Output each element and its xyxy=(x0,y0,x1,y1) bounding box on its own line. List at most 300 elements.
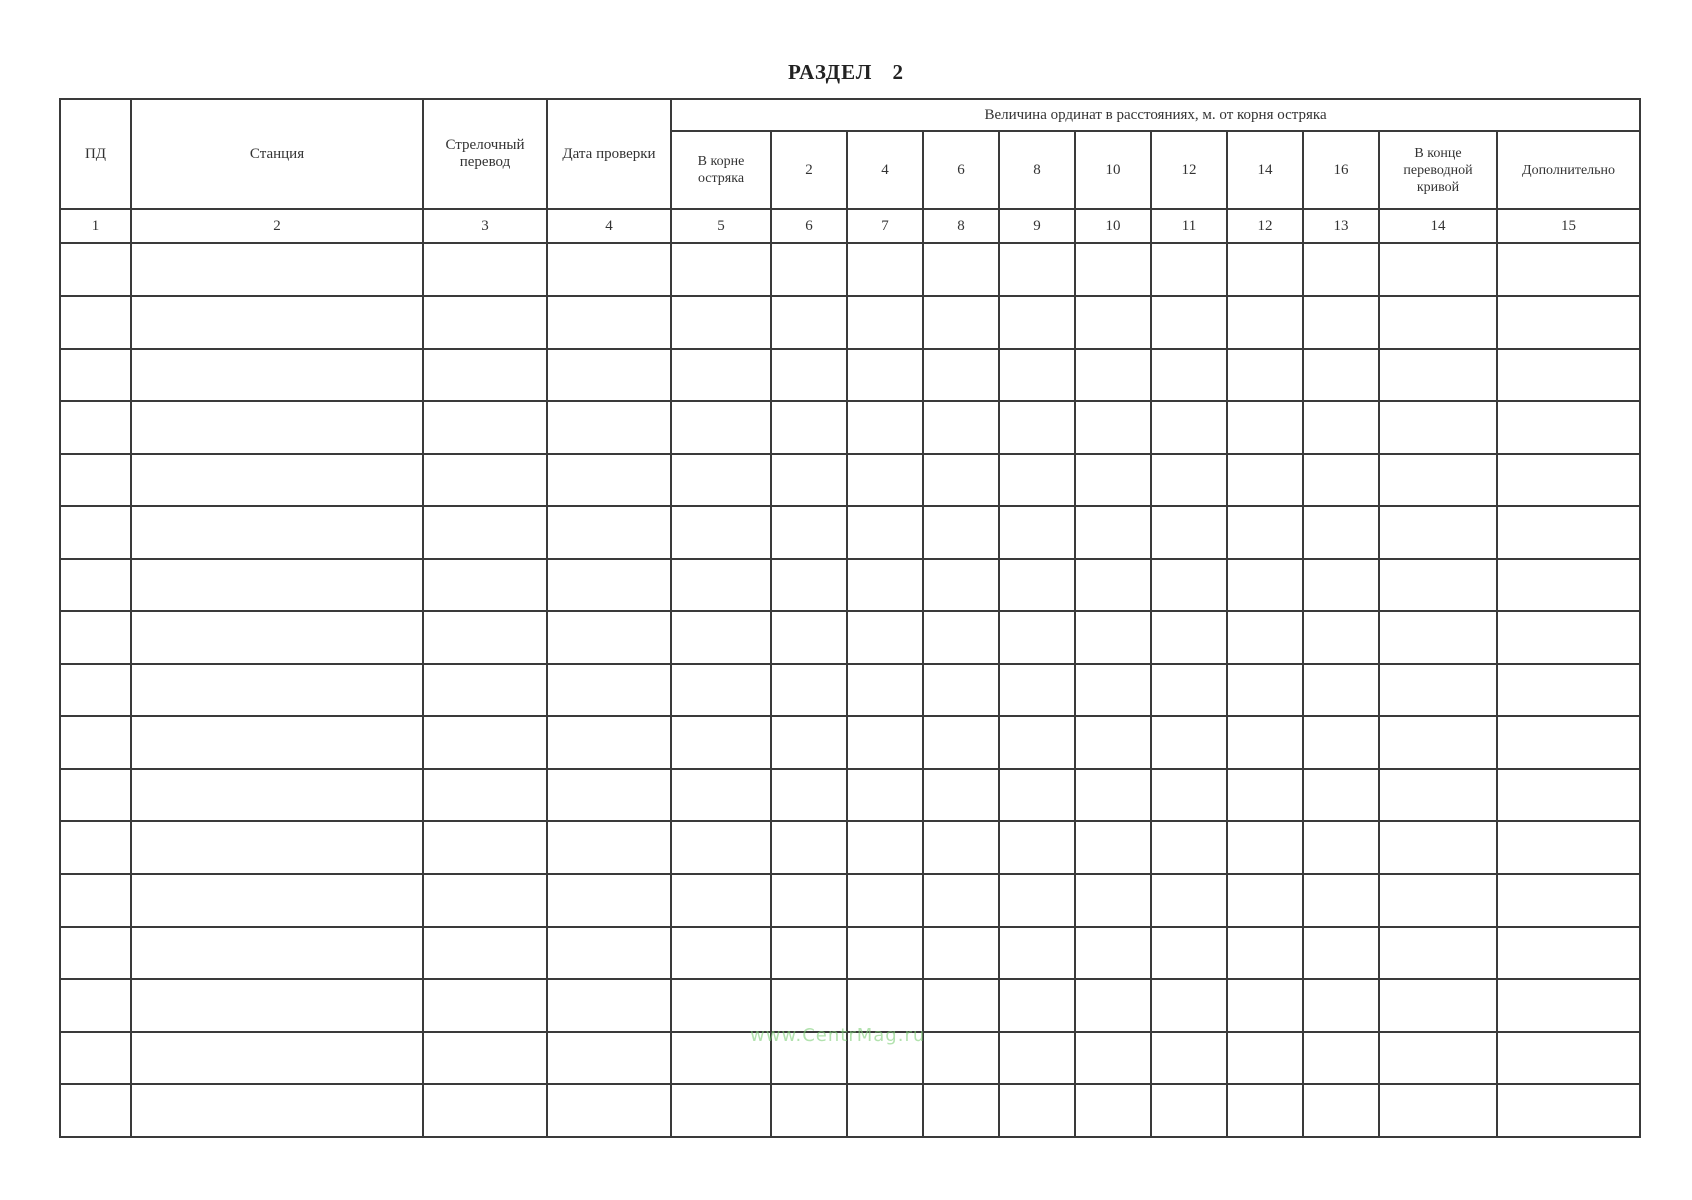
table-cell[interactable] xyxy=(1303,664,1379,717)
table-cell[interactable] xyxy=(771,559,847,612)
table-cell[interactable] xyxy=(60,821,131,874)
table-cell[interactable] xyxy=(771,349,847,402)
table-cell[interactable] xyxy=(1075,927,1151,980)
table-cell[interactable] xyxy=(60,349,131,402)
table-cell[interactable] xyxy=(671,769,771,822)
table-cell[interactable] xyxy=(1075,874,1151,927)
table-cell[interactable] xyxy=(671,243,771,296)
header-check-date: Дата проверки xyxy=(547,99,671,209)
table-cell[interactable] xyxy=(1227,559,1303,612)
header-sub-16m: 16 xyxy=(1303,131,1379,209)
table-cell[interactable] xyxy=(1497,401,1640,454)
table-cell[interactable] xyxy=(1497,874,1640,927)
table-cell[interactable] xyxy=(847,243,923,296)
table-cell[interactable] xyxy=(1075,349,1151,402)
table-cell[interactable] xyxy=(1379,769,1497,822)
table-cell[interactable] xyxy=(847,349,923,402)
table-row xyxy=(60,927,1640,980)
table-cell[interactable] xyxy=(1379,506,1497,559)
table-cell[interactable] xyxy=(547,769,671,822)
table-cell[interactable] xyxy=(771,821,847,874)
table-cell[interactable] xyxy=(1151,454,1227,507)
table-cell[interactable] xyxy=(923,874,999,927)
table-cell[interactable] xyxy=(423,349,547,402)
column-number-row xyxy=(60,209,1640,243)
column-number: 14 xyxy=(1379,209,1497,243)
table-cell[interactable] xyxy=(131,874,423,927)
table-cell[interactable] xyxy=(847,611,923,664)
column-number: 1 xyxy=(60,209,131,243)
table-cell[interactable] xyxy=(999,296,1075,349)
table-cell[interactable] xyxy=(771,1084,847,1137)
table-cell[interactable] xyxy=(60,1032,131,1085)
table-cell[interactable] xyxy=(1075,454,1151,507)
table-cell[interactable] xyxy=(547,349,671,402)
table-cell[interactable] xyxy=(1379,874,1497,927)
column-number: 13 xyxy=(1303,209,1379,243)
table-cell[interactable] xyxy=(847,979,923,1032)
table-cell[interactable] xyxy=(999,927,1075,980)
table-cell[interactable] xyxy=(131,821,423,874)
table-cell[interactable] xyxy=(1075,1084,1151,1137)
table-cell[interactable] xyxy=(1075,611,1151,664)
table-cell[interactable] xyxy=(1075,243,1151,296)
table-cell[interactable] xyxy=(847,1084,923,1137)
table-cell[interactable] xyxy=(1227,769,1303,822)
table-cell[interactable] xyxy=(1151,1032,1227,1085)
table-cell[interactable] xyxy=(1151,1084,1227,1137)
table-cell[interactable] xyxy=(847,664,923,717)
table-cell[interactable] xyxy=(1227,664,1303,717)
table-cell[interactable] xyxy=(1075,506,1151,559)
table-cell[interactable] xyxy=(1497,821,1640,874)
table-cell[interactable] xyxy=(131,979,423,1032)
table-cell[interactable] xyxy=(60,506,131,559)
table-cell[interactable] xyxy=(671,506,771,559)
table-cell[interactable] xyxy=(999,506,1075,559)
table-cell[interactable] xyxy=(1497,296,1640,349)
table-cell[interactable] xyxy=(547,506,671,559)
table-cell[interactable] xyxy=(1075,559,1151,612)
table-cell[interactable] xyxy=(1227,243,1303,296)
table-cell[interactable] xyxy=(671,611,771,664)
table-cell[interactable] xyxy=(1379,664,1497,717)
table-cell[interactable] xyxy=(131,1084,423,1137)
table-cell[interactable] xyxy=(1303,716,1379,769)
table-cell[interactable] xyxy=(999,769,1075,822)
table-cell[interactable] xyxy=(60,454,131,507)
column-number: 7 xyxy=(847,209,923,243)
table-cell[interactable] xyxy=(423,716,547,769)
table-cell[interactable] xyxy=(999,664,1075,717)
table-cell[interactable] xyxy=(1497,559,1640,612)
table-cell[interactable] xyxy=(423,559,547,612)
table-cell[interactable] xyxy=(1497,506,1640,559)
column-number: 6 xyxy=(771,209,847,243)
table-cell[interactable] xyxy=(999,1084,1075,1137)
table-cell[interactable] xyxy=(1227,716,1303,769)
table-cell[interactable] xyxy=(1497,716,1640,769)
table-cell[interactable] xyxy=(1303,1032,1379,1085)
table-cell[interactable] xyxy=(999,979,1075,1032)
table-cell[interactable] xyxy=(1303,506,1379,559)
table-cell[interactable] xyxy=(1075,296,1151,349)
table-cell[interactable] xyxy=(1151,716,1227,769)
table-cell[interactable] xyxy=(547,927,671,980)
table-cell[interactable] xyxy=(1227,927,1303,980)
table-cell[interactable] xyxy=(547,296,671,349)
table-cell[interactable] xyxy=(1151,821,1227,874)
table-cell[interactable] xyxy=(547,243,671,296)
table-cell[interactable] xyxy=(423,454,547,507)
table-cell[interactable] xyxy=(423,243,547,296)
table-cell[interactable] xyxy=(771,716,847,769)
table-cell[interactable] xyxy=(1151,979,1227,1032)
section-title xyxy=(0,60,1692,85)
table-cell[interactable] xyxy=(131,243,423,296)
table-cell[interactable] xyxy=(60,979,131,1032)
table-cell[interactable] xyxy=(60,874,131,927)
table-cell[interactable] xyxy=(60,559,131,612)
table-cell[interactable] xyxy=(1379,927,1497,980)
table-cell[interactable] xyxy=(1303,769,1379,822)
table-cell[interactable] xyxy=(1497,1084,1640,1137)
column-number: 8 xyxy=(923,209,999,243)
table-cell[interactable] xyxy=(1075,769,1151,822)
table-cell[interactable] xyxy=(1303,401,1379,454)
table-cell[interactable] xyxy=(771,243,847,296)
table-cell[interactable] xyxy=(1227,401,1303,454)
table-cell[interactable] xyxy=(847,296,923,349)
table-cell[interactable] xyxy=(131,716,423,769)
table-cell[interactable] xyxy=(999,401,1075,454)
table-cell[interactable] xyxy=(999,1032,1075,1085)
table-cell[interactable] xyxy=(923,243,999,296)
table-cell[interactable] xyxy=(131,349,423,402)
table-cell[interactable] xyxy=(771,874,847,927)
table-cell[interactable] xyxy=(771,769,847,822)
table-cell[interactable] xyxy=(547,1032,671,1085)
table-cell[interactable] xyxy=(923,769,999,822)
table-cell[interactable] xyxy=(671,1084,771,1137)
table-cell[interactable] xyxy=(1227,611,1303,664)
table-cell[interactable] xyxy=(1303,349,1379,402)
table-cell[interactable] xyxy=(771,296,847,349)
table-cell[interactable] xyxy=(423,1032,547,1085)
table-cell[interactable] xyxy=(671,559,771,612)
table-cell[interactable] xyxy=(547,454,671,507)
table-cell[interactable] xyxy=(1379,979,1497,1032)
table-cell[interactable] xyxy=(923,611,999,664)
table-cell[interactable] xyxy=(423,979,547,1032)
header-sub-4m: 4 xyxy=(847,131,923,209)
column-number: 9 xyxy=(999,209,1075,243)
table-row xyxy=(60,716,1640,769)
table-cell[interactable] xyxy=(923,454,999,507)
header-sub-6m: 6 xyxy=(923,131,999,209)
table-cell[interactable] xyxy=(547,979,671,1032)
table-cell[interactable] xyxy=(923,716,999,769)
table-cell[interactable] xyxy=(1303,243,1379,296)
table-cell[interactable] xyxy=(547,611,671,664)
table-cell[interactable] xyxy=(923,927,999,980)
table-cell[interactable] xyxy=(847,506,923,559)
table-row xyxy=(60,559,1640,612)
table-cell[interactable] xyxy=(671,927,771,980)
table-cell[interactable] xyxy=(1075,821,1151,874)
table-row xyxy=(60,664,1640,717)
table-cell[interactable] xyxy=(547,821,671,874)
table-cell[interactable] xyxy=(547,664,671,717)
table-cell[interactable] xyxy=(423,769,547,822)
table-cell[interactable] xyxy=(999,243,1075,296)
table-cell[interactable] xyxy=(847,559,923,612)
table-cell[interactable] xyxy=(923,979,999,1032)
table-cell[interactable] xyxy=(847,454,923,507)
table-cell[interactable] xyxy=(1497,927,1640,980)
table-cell[interactable] xyxy=(1379,821,1497,874)
table-cell[interactable] xyxy=(847,927,923,980)
table-cell[interactable] xyxy=(1151,506,1227,559)
column-number: 12 xyxy=(1227,209,1303,243)
table-cell[interactable] xyxy=(547,874,671,927)
table-cell[interactable] xyxy=(1379,243,1497,296)
table-cell[interactable] xyxy=(771,927,847,980)
table-cell[interactable] xyxy=(131,664,423,717)
table-cell[interactable] xyxy=(1379,296,1497,349)
table-cell[interactable] xyxy=(923,1032,999,1085)
table-cell[interactable] xyxy=(771,506,847,559)
table-cell[interactable] xyxy=(671,349,771,402)
table-cell[interactable] xyxy=(1303,454,1379,507)
table-row xyxy=(60,296,1640,349)
table-cell[interactable] xyxy=(671,716,771,769)
table-cell[interactable] xyxy=(423,401,547,454)
table-cell[interactable] xyxy=(1379,1084,1497,1137)
table-cell[interactable] xyxy=(1227,454,1303,507)
table-cell[interactable] xyxy=(1379,349,1497,402)
table-cell[interactable] xyxy=(1151,874,1227,927)
table-cell[interactable] xyxy=(923,664,999,717)
table-cell[interactable] xyxy=(60,611,131,664)
section-label: РАЗДЕЛ xyxy=(788,60,873,84)
table-cell[interactable] xyxy=(771,979,847,1032)
header-sub-root: В корне остряка xyxy=(671,131,771,209)
table-cell[interactable] xyxy=(1227,874,1303,927)
table-cell[interactable] xyxy=(1151,664,1227,717)
table-cell[interactable] xyxy=(1075,716,1151,769)
table-cell[interactable] xyxy=(1075,664,1151,717)
table-cell[interactable] xyxy=(1379,611,1497,664)
table-cell[interactable] xyxy=(1227,821,1303,874)
table-cell[interactable] xyxy=(923,401,999,454)
table-cell[interactable] xyxy=(423,927,547,980)
header-switch: Стрелочный перевод xyxy=(423,99,547,209)
header-sub-additional: Дополнительно xyxy=(1497,131,1640,209)
form-body xyxy=(60,99,1640,1137)
table-cell[interactable] xyxy=(999,559,1075,612)
table-cell[interactable] xyxy=(423,506,547,559)
header-pd: ПД xyxy=(60,99,131,209)
table-row xyxy=(60,243,1640,296)
table-cell[interactable] xyxy=(1497,611,1640,664)
table-cell[interactable] xyxy=(771,454,847,507)
table-cell[interactable] xyxy=(1303,1084,1379,1137)
table-cell[interactable] xyxy=(923,559,999,612)
table-cell[interactable] xyxy=(847,769,923,822)
table-cell[interactable] xyxy=(1151,349,1227,402)
table-cell[interactable] xyxy=(847,874,923,927)
header-sub-2m: 2 xyxy=(771,131,847,209)
table-cell[interactable] xyxy=(1151,927,1227,980)
table-cell[interactable] xyxy=(1075,401,1151,454)
table-cell[interactable] xyxy=(131,769,423,822)
table-cell[interactable] xyxy=(1497,454,1640,507)
table-cell[interactable] xyxy=(1151,296,1227,349)
table-cell[interactable] xyxy=(999,611,1075,664)
table-cell[interactable] xyxy=(1227,1032,1303,1085)
table-cell[interactable] xyxy=(60,401,131,454)
table-cell[interactable] xyxy=(131,401,423,454)
table-row xyxy=(60,979,1640,1032)
table-cell[interactable] xyxy=(999,821,1075,874)
table-cell[interactable] xyxy=(131,559,423,612)
inspection-form-table xyxy=(59,98,1641,1138)
table-cell[interactable] xyxy=(1151,611,1227,664)
table-cell[interactable] xyxy=(1151,559,1227,612)
table-cell[interactable] xyxy=(1497,769,1640,822)
table-cell[interactable] xyxy=(60,664,131,717)
table-cell[interactable] xyxy=(423,296,547,349)
table-cell[interactable] xyxy=(847,401,923,454)
table-row xyxy=(60,874,1640,927)
table-cell[interactable] xyxy=(60,716,131,769)
table-cell[interactable] xyxy=(1497,979,1640,1032)
table-cell[interactable] xyxy=(1379,559,1497,612)
table-cell[interactable] xyxy=(1497,1032,1640,1085)
table-cell[interactable] xyxy=(1227,296,1303,349)
table-cell[interactable] xyxy=(131,454,423,507)
table-cell[interactable] xyxy=(423,611,547,664)
table-cell[interactable] xyxy=(1075,1032,1151,1085)
table-cell[interactable] xyxy=(671,296,771,349)
column-number: 15 xyxy=(1497,209,1640,243)
table-cell[interactable] xyxy=(131,927,423,980)
header-station: Станция xyxy=(131,99,423,209)
table-cell[interactable] xyxy=(131,296,423,349)
table-cell[interactable] xyxy=(547,401,671,454)
header-row-1 xyxy=(60,99,1640,131)
table-cell[interactable] xyxy=(1151,243,1227,296)
table-cell[interactable] xyxy=(923,506,999,559)
header-sub-8m: 8 xyxy=(999,131,1075,209)
table-cell[interactable] xyxy=(671,401,771,454)
table-cell[interactable] xyxy=(1497,243,1640,296)
table-cell[interactable] xyxy=(60,296,131,349)
table-cell[interactable] xyxy=(771,611,847,664)
table-cell[interactable] xyxy=(1151,769,1227,822)
table-row xyxy=(60,769,1640,822)
table-cell[interactable] xyxy=(999,349,1075,402)
table-cell[interactable] xyxy=(1303,927,1379,980)
table-cell[interactable] xyxy=(671,664,771,717)
table-cell[interactable] xyxy=(1227,979,1303,1032)
section-number: 2 xyxy=(892,60,904,84)
table-row xyxy=(60,349,1640,402)
table-cell[interactable] xyxy=(1227,1084,1303,1137)
table-cell[interactable] xyxy=(1379,454,1497,507)
table-cell[interactable] xyxy=(1303,296,1379,349)
table-cell[interactable] xyxy=(1303,821,1379,874)
table-cell[interactable] xyxy=(1303,979,1379,1032)
table-cell[interactable] xyxy=(1497,349,1640,402)
watermark: www.CentrMag.ru xyxy=(750,1025,926,1046)
table-cell[interactable] xyxy=(671,979,771,1032)
table-cell[interactable] xyxy=(923,821,999,874)
table-cell[interactable] xyxy=(423,821,547,874)
table-cell[interactable] xyxy=(423,664,547,717)
table-row xyxy=(60,506,1640,559)
table-cell[interactable] xyxy=(771,401,847,454)
table-cell[interactable] xyxy=(671,454,771,507)
table-cell[interactable] xyxy=(999,716,1075,769)
table-cell[interactable] xyxy=(60,769,131,822)
table-cell[interactable] xyxy=(999,454,1075,507)
header-sub-10m: 10 xyxy=(1075,131,1151,209)
column-number: 3 xyxy=(423,209,547,243)
table-cell[interactable] xyxy=(423,874,547,927)
table-cell[interactable] xyxy=(131,611,423,664)
table-cell[interactable] xyxy=(671,874,771,927)
table-cell[interactable] xyxy=(1075,979,1151,1032)
table-cell[interactable] xyxy=(60,1084,131,1137)
table-cell[interactable] xyxy=(923,296,999,349)
table-cell[interactable] xyxy=(547,716,671,769)
table-row xyxy=(60,821,1640,874)
table-cell[interactable] xyxy=(547,559,671,612)
table-cell[interactable] xyxy=(999,874,1075,927)
table-cell[interactable] xyxy=(131,1032,423,1085)
table-cell[interactable] xyxy=(771,664,847,717)
table-cell[interactable] xyxy=(1303,874,1379,927)
column-number: 10 xyxy=(1075,209,1151,243)
table-cell[interactable] xyxy=(1303,559,1379,612)
header-ordinates-group: Величина ординат в расстояниях, м. от корня остряка xyxy=(671,99,1640,131)
table-cell[interactable] xyxy=(1379,716,1497,769)
table-cell[interactable] xyxy=(423,1084,547,1137)
table-cell[interactable] xyxy=(923,1084,999,1137)
table-cell[interactable] xyxy=(847,716,923,769)
column-number: 11 xyxy=(1151,209,1227,243)
table-row xyxy=(60,1084,1640,1137)
table-cell[interactable] xyxy=(1227,349,1303,402)
table-cell[interactable] xyxy=(1379,1032,1497,1085)
table-cell[interactable] xyxy=(1379,401,1497,454)
table-cell[interactable] xyxy=(671,821,771,874)
table-cell[interactable] xyxy=(847,821,923,874)
table-cell[interactable] xyxy=(1303,611,1379,664)
table-cell[interactable] xyxy=(60,927,131,980)
table-cell[interactable] xyxy=(1497,664,1640,717)
table-cell[interactable] xyxy=(131,506,423,559)
table-cell[interactable] xyxy=(1227,506,1303,559)
table-cell[interactable] xyxy=(547,1084,671,1137)
table-cell[interactable] xyxy=(923,349,999,402)
table-row xyxy=(60,611,1640,664)
table-cell[interactable] xyxy=(60,243,131,296)
header-sub-12m: 12 xyxy=(1151,131,1227,209)
table-cell[interactable] xyxy=(1151,401,1227,454)
